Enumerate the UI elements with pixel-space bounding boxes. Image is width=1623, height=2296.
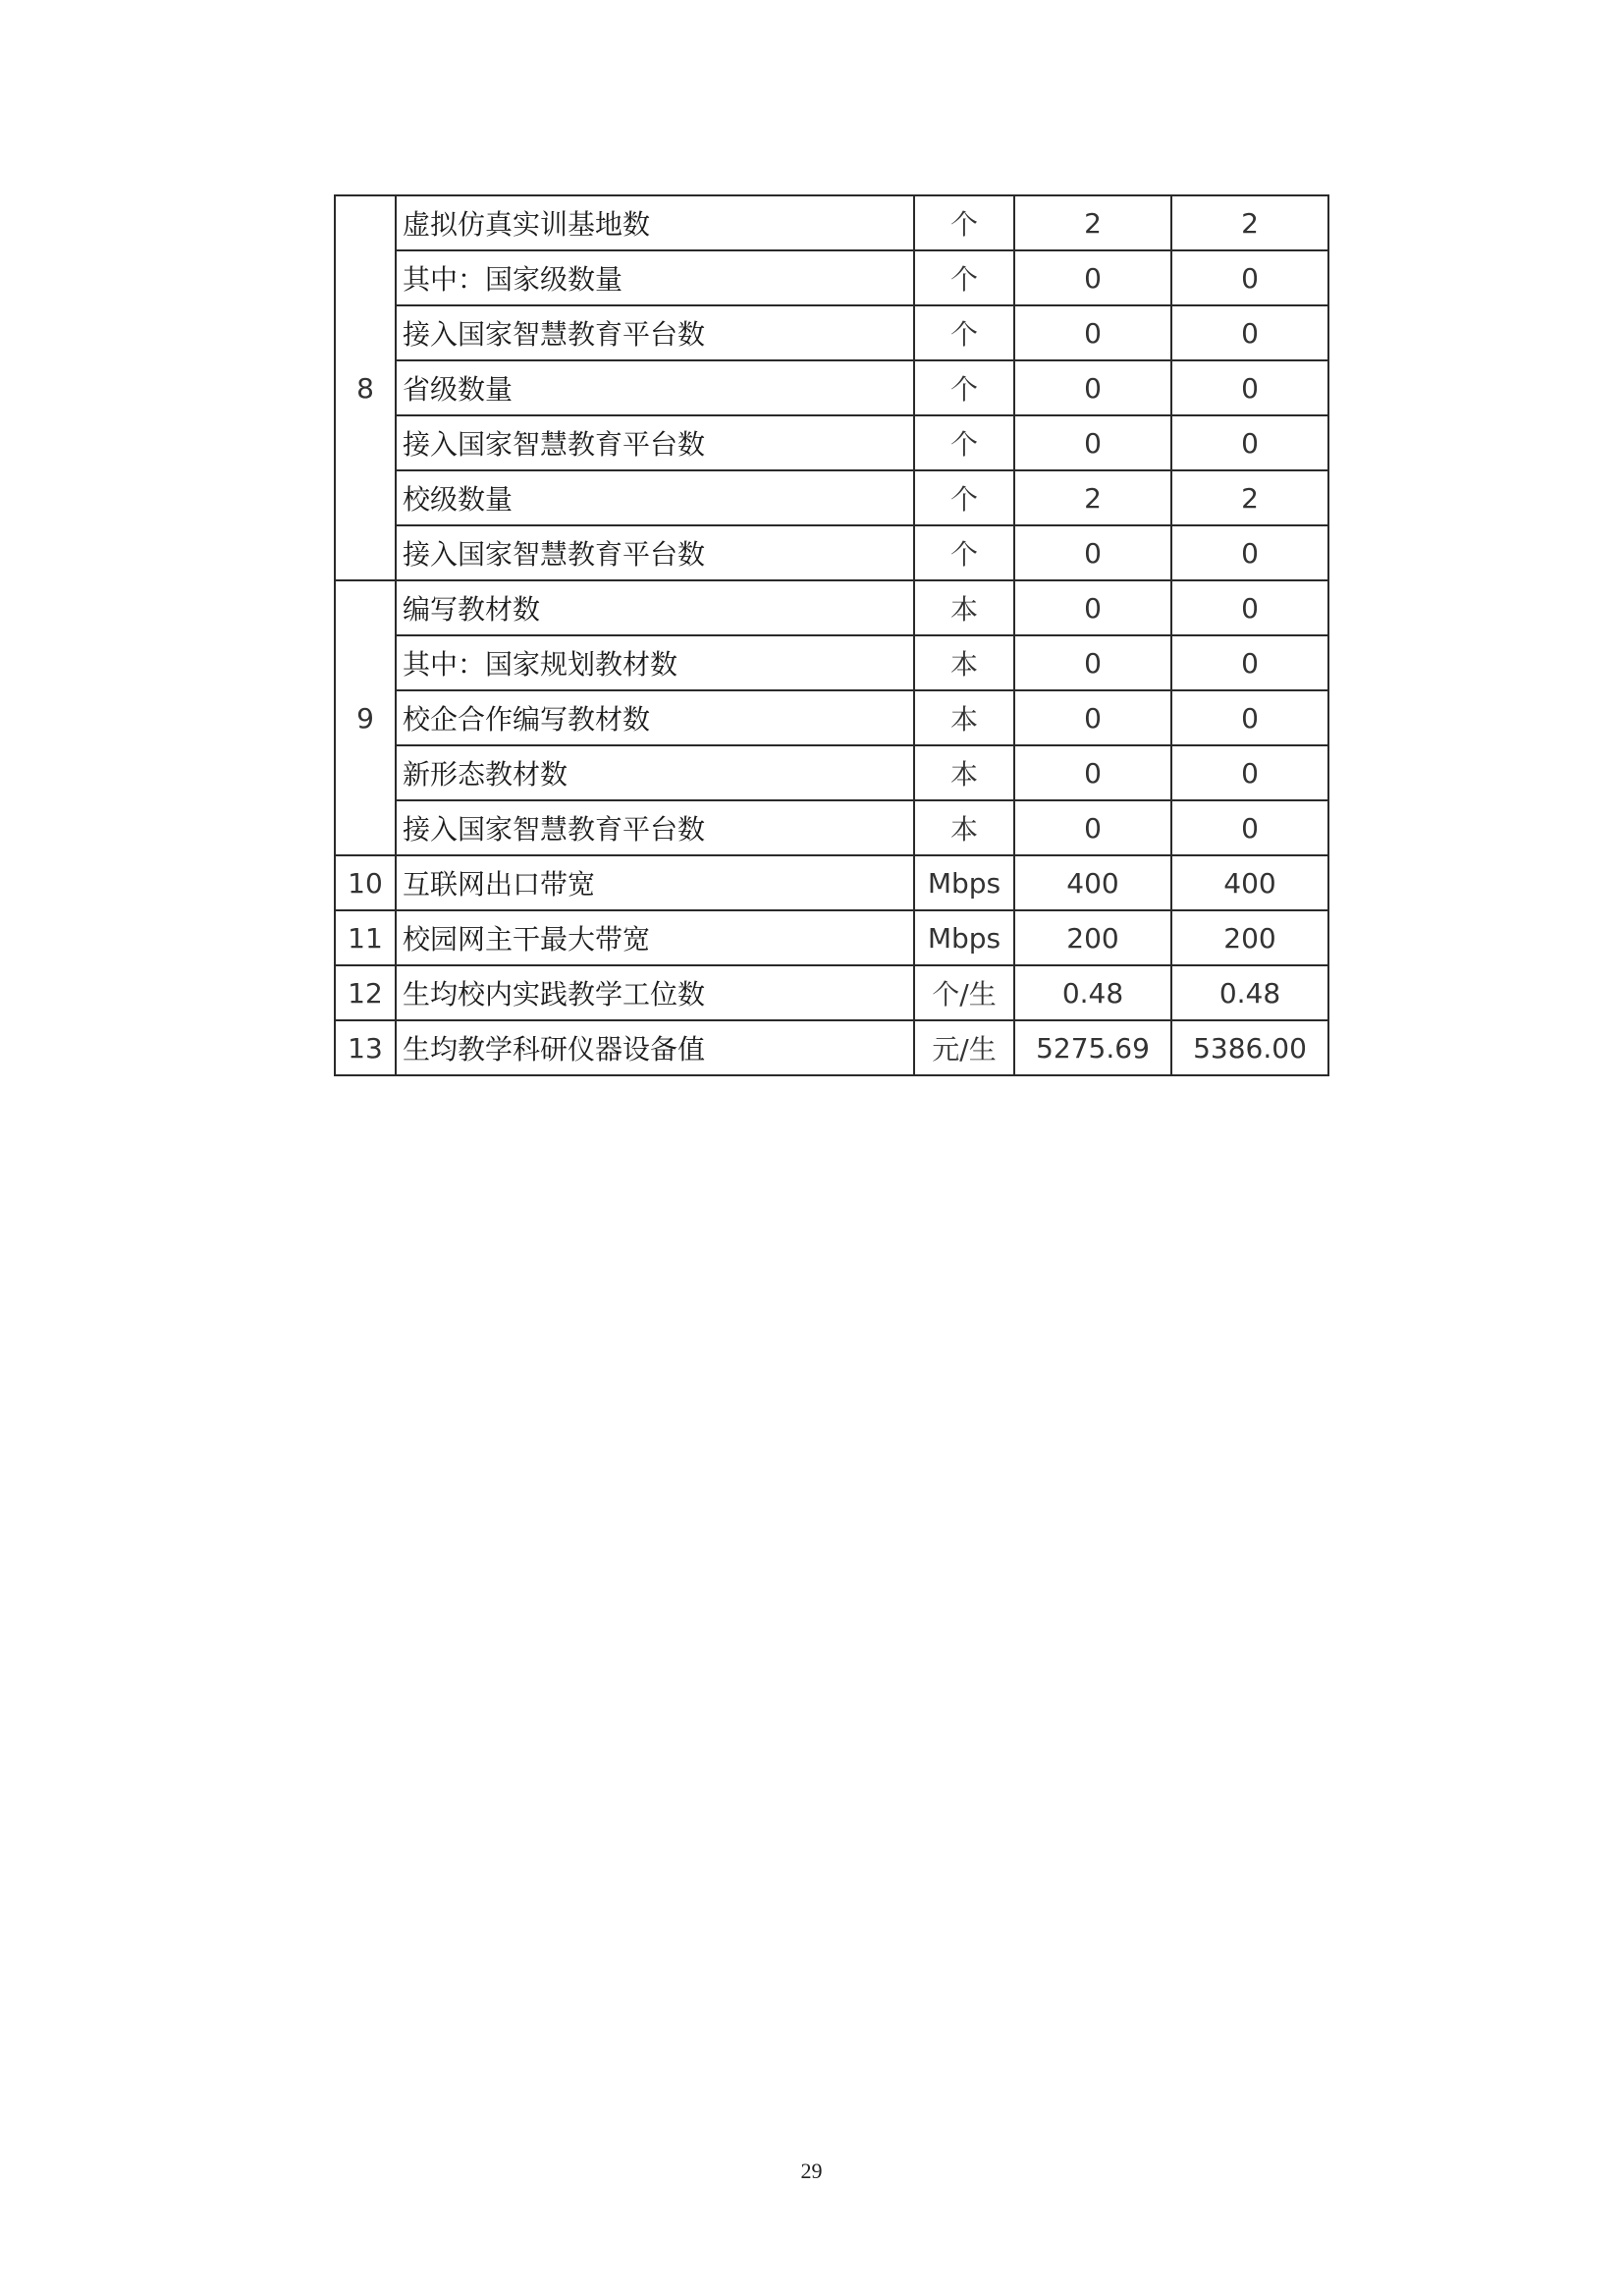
value-cell-1: 0	[1014, 800, 1171, 855]
value-cell-1: 0.48	[1014, 965, 1171, 1020]
table-row	[335, 580, 1328, 635]
row-number-cell: 13	[335, 1020, 396, 1075]
table-row	[335, 855, 1328, 910]
value-cell-2: 0	[1171, 690, 1328, 745]
value-cell-1: 0	[1014, 690, 1171, 745]
value-cell-2: 0	[1171, 745, 1328, 800]
value-cell-2: 2	[1171, 470, 1328, 525]
unit-cell: 个	[914, 195, 1014, 250]
table-body	[335, 195, 1328, 1075]
unit-cell: 本	[914, 745, 1014, 800]
row-number-cell: 11	[335, 910, 396, 965]
row-number-cell: 9	[335, 580, 396, 855]
item-name-cell: 互联网出口带宽	[396, 855, 914, 910]
unit-cell: 个/生	[914, 965, 1014, 1020]
unit-cell: 本	[914, 580, 1014, 635]
value-cell-2: 0	[1171, 800, 1328, 855]
item-name-cell: 其中：国家级数量	[396, 250, 914, 305]
value-cell-2: 0	[1171, 580, 1328, 635]
table-row	[335, 745, 1328, 800]
value-cell-1: 0	[1014, 580, 1171, 635]
item-name-cell: 接入国家智慧教育平台数	[396, 800, 914, 855]
value-cell-2: 0.48	[1171, 965, 1328, 1020]
item-name-cell: 校级数量	[396, 470, 914, 525]
value-cell-1: 0	[1014, 360, 1171, 415]
table-row	[335, 1020, 1328, 1075]
unit-cell: Mbps	[914, 855, 1014, 910]
item-name-cell: 校园网主干最大带宽	[396, 910, 914, 965]
value-cell-2: 2	[1171, 195, 1328, 250]
value-cell-1: 2	[1014, 470, 1171, 525]
table-row	[335, 360, 1328, 415]
item-name-cell: 接入国家智慧教育平台数	[396, 305, 914, 360]
value-cell-2: 0	[1171, 360, 1328, 415]
unit-cell: 本	[914, 800, 1014, 855]
row-number-cell: 8	[335, 195, 396, 580]
table-row	[335, 470, 1328, 525]
unit-cell: 元/生	[914, 1020, 1014, 1075]
unit-cell: 本	[914, 635, 1014, 690]
unit-cell: 个	[914, 250, 1014, 305]
item-name-cell: 接入国家智慧教育平台数	[396, 415, 914, 470]
table-row	[335, 910, 1328, 965]
table-row	[335, 800, 1328, 855]
value-cell-1: 0	[1014, 305, 1171, 360]
value-cell-1: 2	[1014, 195, 1171, 250]
value-cell-2: 400	[1171, 855, 1328, 910]
row-number-cell: 12	[335, 965, 396, 1020]
item-name-cell: 生均校内实践教学工位数	[396, 965, 914, 1020]
unit-cell: 个	[914, 360, 1014, 415]
item-name-cell: 省级数量	[396, 360, 914, 415]
item-name-cell: 接入国家智慧教育平台数	[396, 525, 914, 580]
value-cell-1: 0	[1014, 635, 1171, 690]
value-cell-2: 0	[1171, 305, 1328, 360]
table-row	[335, 635, 1328, 690]
table-row	[335, 690, 1328, 745]
item-name-cell: 校企合作编写教材数	[396, 690, 914, 745]
table-row	[335, 195, 1328, 250]
value-cell-2: 5386.00	[1171, 1020, 1328, 1075]
value-cell-1: 200	[1014, 910, 1171, 965]
table-row	[335, 525, 1328, 580]
item-name-cell: 编写教材数	[396, 580, 914, 635]
value-cell-2: 0	[1171, 415, 1328, 470]
item-name-cell: 生均教学科研仪器设备值	[396, 1020, 914, 1075]
unit-cell: 本	[914, 690, 1014, 745]
value-cell-1: 0	[1014, 525, 1171, 580]
unit-cell: 个	[914, 470, 1014, 525]
value-cell-1: 0	[1014, 415, 1171, 470]
table-row	[335, 305, 1328, 360]
value-cell-1: 400	[1014, 855, 1171, 910]
item-name-cell: 虚拟仿真实训基地数	[396, 195, 914, 250]
unit-cell: 个	[914, 305, 1014, 360]
value-cell-2: 0	[1171, 635, 1328, 690]
table-row	[335, 250, 1328, 305]
value-cell-1: 5275.69	[1014, 1020, 1171, 1075]
value-cell-1: 0	[1014, 745, 1171, 800]
table-row	[335, 965, 1328, 1020]
value-cell-2: 200	[1171, 910, 1328, 965]
table-row	[335, 415, 1328, 470]
statistics-table	[334, 194, 1329, 1076]
value-cell-2: 0	[1171, 250, 1328, 305]
value-cell-1: 0	[1014, 250, 1171, 305]
item-name-cell: 其中：国家规划教材数	[396, 635, 914, 690]
unit-cell: Mbps	[914, 910, 1014, 965]
item-name-cell: 新形态教材数	[396, 745, 914, 800]
unit-cell: 个	[914, 525, 1014, 580]
value-cell-2: 0	[1171, 525, 1328, 580]
row-number-cell: 10	[335, 855, 396, 910]
page-number: 29	[800, 2159, 823, 2183]
unit-cell: 个	[914, 415, 1014, 470]
